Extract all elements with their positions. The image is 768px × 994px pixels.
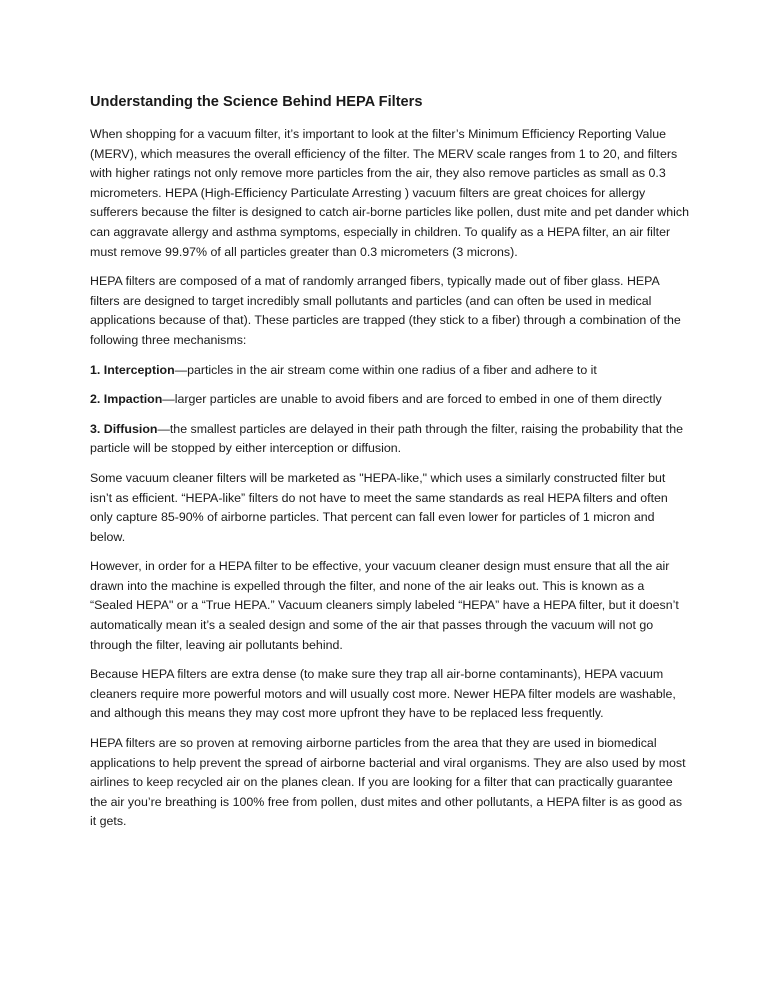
paragraph-applications: HEPA filters are so proven at removing airborne particles from the area that they are used in biomedical applications to help prevent the spread of airborne bacterial and viral organisms. They are also used by most airlines to keep recycled air on the planes clean. If you are looking for a filter that can practically guarantee the air you’re breathing is 100% free from pollen, dust mites and other pollutants, a HEPA filter is as good as it gets.	[90, 736, 686, 829]
paragraph-composition: HEPA filters are composed of a mat of randomly arranged fibers, typically made out of fiber glass. HEPA filters are designed to target incredibly small pollutants and particles (and can often be used in medical applications because of that). These particles are trapped (they stick to a fiber) through a combination of the following three mechanisms:	[90, 274, 681, 347]
mechanism-text: —larger particles are unable to avoid fibers and are forced to embed in one of them directly	[162, 392, 662, 407]
mechanism-text: —particles in the air stream come within one radius of a fiber and adhere to it	[174, 362, 597, 377]
paragraph-hepa-like: Some vacuum cleaner filters will be marketed as "HEPA-like," which uses a similarly constructed filter but isn’t as efficient. “HEPA-like” filters do not have to meet the same standards as real HEPA filters and often only capture 85-90% of airborne particles. That percent can fall even lower for particles of 1 micron and below.	[90, 470, 668, 544]
mechanism-label: 2. Impaction	[90, 392, 163, 407]
paragraph-cost: Because HEPA filters are extra dense (to make sure they trap all air-borne contaminants), HEPA vacuum cleaners require more powerful motors and will usually cost more. Newer HEPA filter models are washable, and although this means they may cost more upfront they have to be replaced less frequently.	[90, 667, 676, 721]
mechanism-interception	[90, 361, 690, 381]
mechanism-text: —the smallest particles are delayed in their path through the filter, raising the probability that the particle will be stopped by either interception or diffusion.	[90, 421, 683, 456]
mechanism-label: 3. Diffusion	[90, 421, 158, 436]
mechanism-diffusion	[90, 420, 690, 459]
mechanism-impaction	[90, 390, 690, 410]
document-title: Understanding the Science Behind HEPA Filters	[90, 94, 423, 110]
mechanism-label: 1. Interception	[90, 362, 175, 377]
paragraph-sealed-hepa: However, in order for a HEPA filter to be effective, your vacuum cleaner design must ensure that all the air drawn into the machine is expelled through the filter, and none of the air leaks out. This is known as a “Sealed HEPA" or a “True HEPA.” Vacuum cleaners simply labeled “HEPA” have a HEPA filter, but it doesn’t automatically mean it’s a sealed design and some of the air that passes through the vacuum will not go through the filter, leaving air pollutants behind.	[90, 559, 679, 652]
paragraph-merv: When shopping for a vacuum filter, it’s important to look at the filter’s Minimum Efficiency Reporting Value (MERV), which measures the overall efficiency of the filter. The MERV scale ranges from 1 to 20, and filters with higher ratings not only remove more particles from the air, they also remove particles as small as 0.3 micrometers. HEPA (High-Efficiency Particulate Arresting ) vacuum filters are great choices for allergy sufferers because the filter is designed to catch air-borne particles like pollen, dust mite and pet dander which can aggravate allergy and asthma symptoms, especially in children. To qualify as a HEPA filter, an air filter must remove 99.97% of all particles greater than 0.3 micrometers (3 microns).	[90, 127, 689, 259]
document-page	[90, 92, 690, 842]
